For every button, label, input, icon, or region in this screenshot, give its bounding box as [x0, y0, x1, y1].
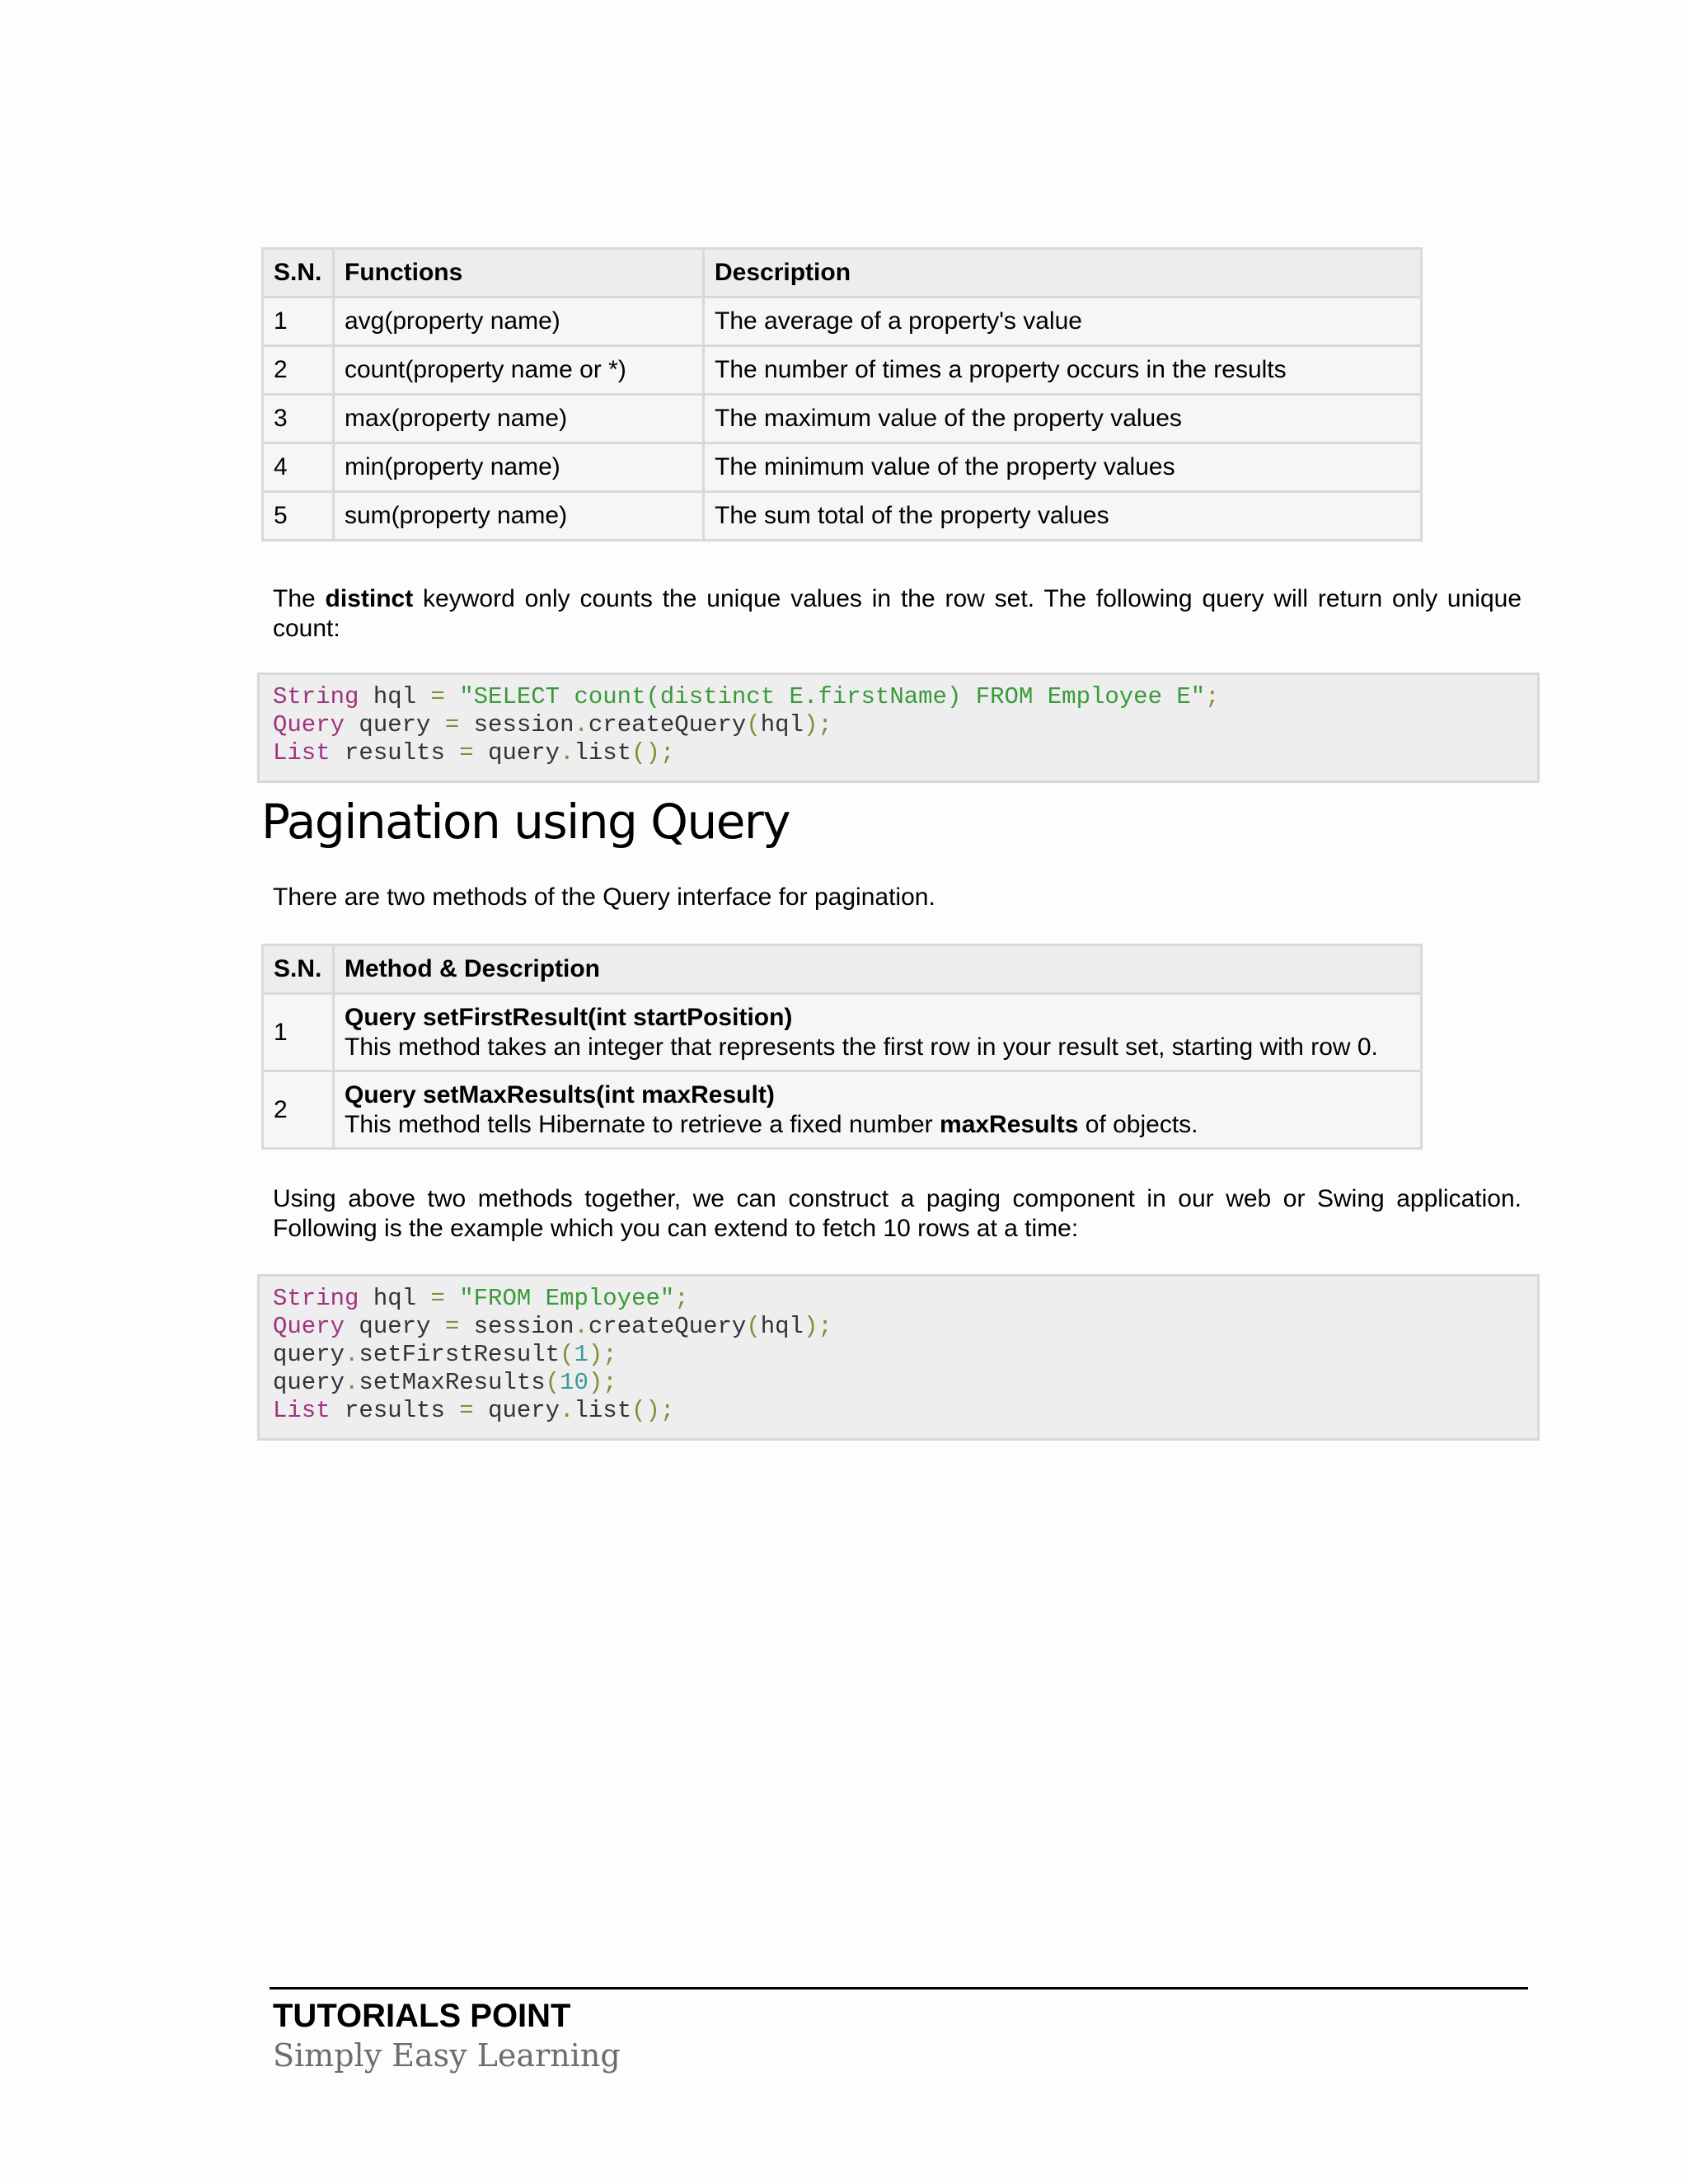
table-row: [263, 1071, 1422, 1149]
cell-function: min(property name): [334, 443, 704, 492]
method-signature: Query setMaxResults(int maxResult): [345, 1080, 775, 1108]
table-row: [263, 298, 1422, 346]
cell-function: max(property name): [334, 395, 704, 443]
column-header-sn: S.N.: [263, 945, 334, 994]
code-line: query.setFirstResult(1);: [273, 1341, 617, 1368]
distinct-paragraph: [273, 584, 1522, 644]
table-row: [263, 994, 1422, 1071]
column-header-description: Description: [704, 249, 1422, 298]
method-description-bold: maxResults: [940, 1110, 1079, 1138]
distinct-keyword: distinct: [325, 585, 414, 612]
cell-sn: 2: [263, 346, 334, 395]
cell-description: The sum total of the property values: [704, 492, 1422, 541]
table-header-row: [263, 945, 1422, 994]
table-row: [263, 443, 1422, 492]
cell-function: sum(property name): [334, 492, 704, 541]
column-header-sn: S.N.: [263, 249, 334, 298]
code-line: Query query = session.createQuery(hql);: [273, 711, 832, 738]
table-row: [263, 346, 1422, 395]
cell-description: The minimum value of the property values: [704, 443, 1422, 492]
method-description: This method tells Hibernate to retrieve a fixed number: [345, 1110, 940, 1138]
pagination-intro: There are two methods of the Query interface for pagination.: [273, 883, 935, 911]
method-signature: Query setFirstResult(int startPosition): [345, 1003, 793, 1031]
code-line: Query query = session.createQuery(hql);: [273, 1313, 832, 1340]
table-header-row: [263, 249, 1422, 298]
cell-description: The average of a property's value: [704, 298, 1422, 346]
cell-sn: 5: [263, 492, 334, 541]
aggregate-functions-table: [261, 247, 1423, 541]
paging-paragraph: Using above two methods together, we can construct a paging component in our web or Swing application. Following is the example which you can extend to fetch 10 rows at a time:: [273, 1185, 1522, 1242]
column-header-method: Method & Description: [334, 945, 1422, 994]
footer-tagline: Simply Easy Learning: [273, 2037, 621, 2074]
pagination-methods-table: [261, 944, 1423, 1150]
cell-method: [334, 1071, 1422, 1149]
table-row: [263, 395, 1422, 443]
footer-brand: TUTORIALS POINT: [273, 1998, 571, 2034]
cell-description: The number of times a property occurs in the results: [704, 346, 1422, 395]
code-line: query.setMaxResults(10);: [273, 1369, 617, 1396]
cell-description: The maximum value of the property values: [704, 395, 1422, 443]
column-header-functions: Functions: [334, 249, 704, 298]
code-line: String hql = "FROM Employee";: [273, 1285, 689, 1312]
method-description-end: of objects.: [1078, 1110, 1198, 1138]
cell-sn: 4: [263, 443, 334, 492]
code-line: List results = query.list();: [273, 739, 675, 766]
table-row: [263, 492, 1422, 541]
footer-divider: [270, 1987, 1528, 1990]
distinct-text-after: keyword only counts the unique values in the row set. The following query will return only unique count:: [273, 585, 1522, 642]
cell-sn: 1: [263, 298, 334, 346]
cell-method: [334, 994, 1422, 1071]
code-block-distinct-count: [257, 673, 1540, 783]
cell-sn: 3: [263, 395, 334, 443]
code-line: List results = query.list();: [273, 1397, 675, 1424]
code-line: String hql = "SELECT count(distinct E.firstName) FROM Employee E";: [273, 683, 1220, 710]
code-block-pagination: [257, 1274, 1540, 1441]
cell-sn: 1: [263, 994, 334, 1071]
cell-function: count(property name or *): [334, 346, 704, 395]
method-description: This method takes an integer that represents the first row in your result set, starting with row 0.: [345, 1033, 1378, 1061]
distinct-text-before: The: [273, 585, 326, 612]
cell-sn: 2: [263, 1071, 334, 1149]
cell-function: avg(property name): [334, 298, 704, 346]
section-heading-pagination: Pagination using Query: [261, 794, 790, 850]
